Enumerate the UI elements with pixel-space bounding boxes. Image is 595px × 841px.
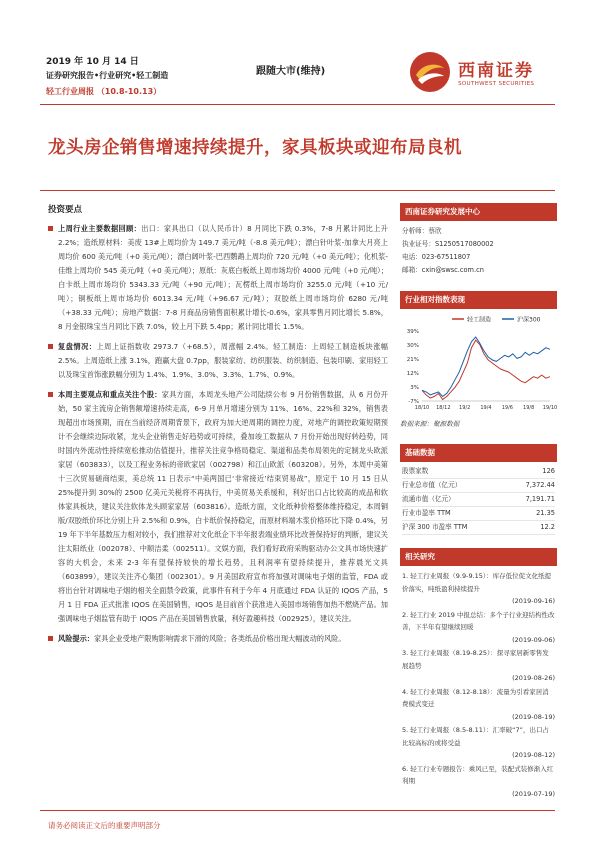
- paragraph-text: 出口：家具出口（以人民币计）8 月同比下跌 0.3%，7-8 月累计同比上升 2.2%；造纸原材料：美废 13#上周均价为 149.7 美元/吨（-8.8 美元/吨）；漂白针叶浆-加拿大月亮上周均价 600 美元/吨（+0 美元/吨）；漂白阔叶浆-巴西鹦鹉上周均价 720 元/吨（+0 美元/吨）；化机浆-佳维上周均价 545 美元/吨（+0 美元/吨）；原纸：灰底白板纸上周市场均价 4000 元/吨（+0 元/吨）；白卡纸上周市场均价 5343.33 元/吨（+90 元/吨）；瓦楞纸上周市场均价 3255.0 元/吨（+10 元/吨）；铜板纸上周市场均价 6013.34 元/吨（+96.67 元/吨）；双胶纸上周市场均价 6280 元/吨（+38.33 元/吨）；房地产数据：7-8 月商品房销售面积累计增长-0.6%，家具零售月同比增长 5.8%，8 月金银珠宝当月同比下跌 7.0%，较上月下跌 5.4pp；累计同比增长 1.5%。: [58, 224, 388, 331]
- x-tick-label: 18/12: [436, 405, 451, 411]
- logo-subtitle: SOUTHWEST SECURITIES: [458, 81, 535, 87]
- report-category: 证券研究报告•行业研究•轻工制造: [46, 71, 169, 80]
- main-content: [48, 222, 388, 652]
- bullet-icon: [48, 392, 53, 397]
- rating: 跟随大市(维持): [256, 66, 326, 77]
- related-date: (2019-08-19): [512, 712, 555, 721]
- bullet-icon: [48, 226, 53, 231]
- chart-box-heading: 行业相对指数表现: [400, 291, 557, 309]
- logo-name: 西南证券: [458, 61, 534, 81]
- logo-emblem-icon: [408, 50, 452, 94]
- paragraph-text: 上周上证指数收 2973.7（+68.5），周涨幅 2.4%。轻工制造：上周轻工制造板块涨幅 2.5%。上周造纸上涨 3.1%，跑赢大盘 0.7pp，服装家纺、纺织服装、纺织制造、包装印刷、家用轻工以及珠宝首饰涨跌幅分别为 1.4%、1.9%、3.0%、3.3%、1.7%、0.9%。: [58, 342, 388, 379]
- series-line: [422, 340, 550, 399]
- basic-data-heading: 基础数据: [400, 444, 557, 462]
- y-tick-label: 21%: [406, 357, 419, 363]
- y-tick-label: 30%: [406, 343, 419, 349]
- report-series: 轻工行业周报 （10.8-10.13）: [46, 87, 162, 96]
- x-tick-label: 19/8: [523, 405, 535, 411]
- row-value: 7,372.44: [525, 481, 555, 489]
- related-title[interactable]: 4. 轻工行业周报（8.12-8.18）：流量为引看家居消费模式变迁: [402, 687, 549, 708]
- row-label: 行业市盈率 TTM: [402, 509, 451, 517]
- index-chart-box: [400, 291, 557, 431]
- footer-divider: [40, 810, 555, 811]
- paragraph-label: 上周行业主要数据回顾：: [58, 224, 142, 233]
- footer-disclaimer: 请务必阅读正文后的重要声明部分: [48, 821, 161, 830]
- related-title[interactable]: 3. 轻工行业周报（8.19-8.25）：探寻家居新零售发展趋势: [402, 649, 549, 670]
- report-title: 龙头房企销售增速持续提升，家具板块或迎布局良机: [48, 138, 462, 158]
- section-heading: 投资要点: [48, 205, 83, 215]
- analyst-box: [400, 203, 557, 277]
- y-tick-label: 39%: [406, 329, 419, 335]
- paragraph-label: 复盘情况：: [58, 342, 97, 351]
- analyst-email: 邮箱：cxin@swsc.com.cn: [402, 266, 484, 274]
- row-label: 行业总市值（亿元）: [402, 481, 462, 489]
- report-date: 2019 年 10 月 14 日: [46, 57, 139, 67]
- related-item[interactable]: [402, 686, 555, 724]
- related-item[interactable]: [402, 724, 555, 762]
- related-heading: 相关研究: [400, 548, 557, 566]
- x-tick-label: 19/4: [480, 405, 492, 411]
- bullet-icon: [48, 636, 53, 641]
- paragraph-market-review: [48, 340, 388, 382]
- related-title[interactable]: 5. 轻工行业周报（8.5-8.11）：汇率破“7”，出口占比较高标的或将受益: [402, 726, 550, 747]
- analyst-name: 分析师：蔡欣: [402, 227, 442, 235]
- related-item[interactable]: [402, 763, 555, 801]
- x-tick-label: 18/10: [414, 405, 430, 411]
- data-row: [402, 507, 555, 521]
- x-tick-label: 19/2: [459, 405, 471, 411]
- analyst-box-heading: 西南证券研究发展中心: [400, 203, 557, 221]
- row-label: 流通市值（亿元）: [402, 495, 455, 503]
- paragraph-text: 家具企业受地产限购影响需求下滑的风险；各类纸品价格出现大幅波动的风险。: [93, 634, 346, 643]
- bullet-icon: [48, 344, 53, 349]
- related-date: (2019-08-26): [512, 674, 555, 682]
- related-title[interactable]: 2. 轻工行业 2019 中报总结：多个子行业迎结构性改善，下半年有望继续回暖: [402, 610, 555, 631]
- row-value: 21.35: [536, 509, 555, 517]
- related-title[interactable]: 6. 轻工行业专题报告：乘风已至，装配式装修渐入红利期: [402, 764, 554, 785]
- related-date: (2019-07-19): [512, 789, 555, 798]
- y-tick-label: -7%: [408, 399, 419, 405]
- basic-data-box: [400, 444, 557, 535]
- data-row: [402, 465, 555, 479]
- paragraph-label: 本周主要观点和重点关注个股：: [58, 390, 162, 399]
- data-row: [402, 479, 555, 493]
- data-row: [402, 521, 555, 535]
- related-item[interactable]: [402, 609, 555, 647]
- x-tick-label: 19/6: [501, 405, 513, 411]
- row-label: 沪深 300 市盈率 TTM: [402, 523, 468, 531]
- y-tick-label: 12%: [406, 371, 419, 377]
- analyst-phone: 电话：023-67511807: [402, 253, 471, 261]
- title-divider: [40, 190, 555, 191]
- related-date: (2019-08-12): [512, 751, 555, 759]
- related-research-box: [400, 548, 557, 801]
- header-divider: [40, 104, 555, 105]
- paragraph-text: 家具方面，本周龙头地产公司陆续公布 9 月份销售数据，从 6 月份开始，50 家主流房企销售额增速持续走高，6-9 月单月增速分别为 11%、16%、22%和 32%，销售表现超出市场预期，而在当前经济周期背景下，政府为加大逆周期的调控力度，对地产的调控政策短期预计不会继续边际收紧，龙头企业销售走好趋势或可持续，叠加竣工数据从 7 月份开始出现好转趋势，同时国内外流动性持续宽松推动估值提升，推荐关注竞争格局稳定、渠道和品类布局领先的定制龙头欧派家居（603833），以及工程业务标的帝欧家居（002798）和江山欧派（603208）。另外，本周中美第十三次贸易磋商结束，美总统 11 日表示“中美两国已‘非常接近’结束贸易战”，原定于 10 月 15 日从 25%提升到 30%的 2500 亿美元关税将不再执行，中美贸易关系缓和，利好出口占比较高的成品和软体家具板块，建议关注软体龙头顾家家居（603816）。造纸方面，文化纸种价格整体维持稳定，本周铜版/双胶纸价环比分别上升 2.5%和 0.9%，白卡纸价保持稳定，而原材料端木浆价格环比下降 0.4%，另 19 年下半年基数压力相对较小，我们推荐对文化纸企下半年报表端业绩环比改善保持好的判断，建议关注太阳纸业（002078）、中顺洁柔（002511）。文娱方面，我们看好政府采购驱动办公文具市场快速扩容的大机会，未来 2-3 年有望保持较快的增长趋势，且利润率有望持续提升，推荐晨光文具（603899），建议关注齐心集团（002301）。9 月美国政府宣布将加强对调味电子烟的监管，FDA 或将出台针对调味电子烟的相关全面禁令政策，此事件有利于今年 4 月底通过 FDA 认证的 IQOS 产品，5 月 1 日 FDA 正式批准 IQOS 在美国销售，IQOS 是目前首个获准进入美国市场销售加热不燃烧产品。加强调味电子烟监管有助于 IQOS 产品在美国销售放量，利好盈趣科技（002925），建议关注。: [58, 390, 388, 623]
- data-row: [402, 493, 555, 507]
- relative-index-chart: [400, 309, 557, 414]
- related-item[interactable]: [402, 570, 555, 608]
- y-tick-label: 3%: [410, 385, 419, 391]
- series-line: [422, 337, 550, 396]
- row-label: 股票家数: [402, 467, 429, 475]
- row-value: 12.2: [540, 523, 555, 531]
- row-value: 126: [542, 467, 555, 475]
- legend-label: 沪深300: [517, 316, 541, 324]
- analyst-license: 执业证号：S1250517080002: [402, 240, 494, 248]
- company-logo: [408, 50, 556, 96]
- row-value: 7,191.71: [525, 495, 555, 503]
- paragraph-views: [48, 388, 388, 626]
- related-date: (2019-09-16): [512, 597, 555, 605]
- related-item[interactable]: [402, 647, 555, 685]
- paragraph-risk: [48, 632, 388, 646]
- x-tick-label: 19/10: [542, 405, 557, 411]
- paragraph-label: 风险提示：: [58, 634, 94, 643]
- related-title[interactable]: 1. 轻工行业周报（9.9-9.15）：库存低位促文化纸提价落实，吨纸盈利持续提升: [402, 572, 552, 593]
- legend-label: 轻工制造: [467, 316, 492, 324]
- paragraph-data-review: [48, 222, 388, 334]
- chart-source: 数据来源：聚源数据: [400, 420, 460, 428]
- related-date: (2019-09-06): [512, 635, 555, 644]
